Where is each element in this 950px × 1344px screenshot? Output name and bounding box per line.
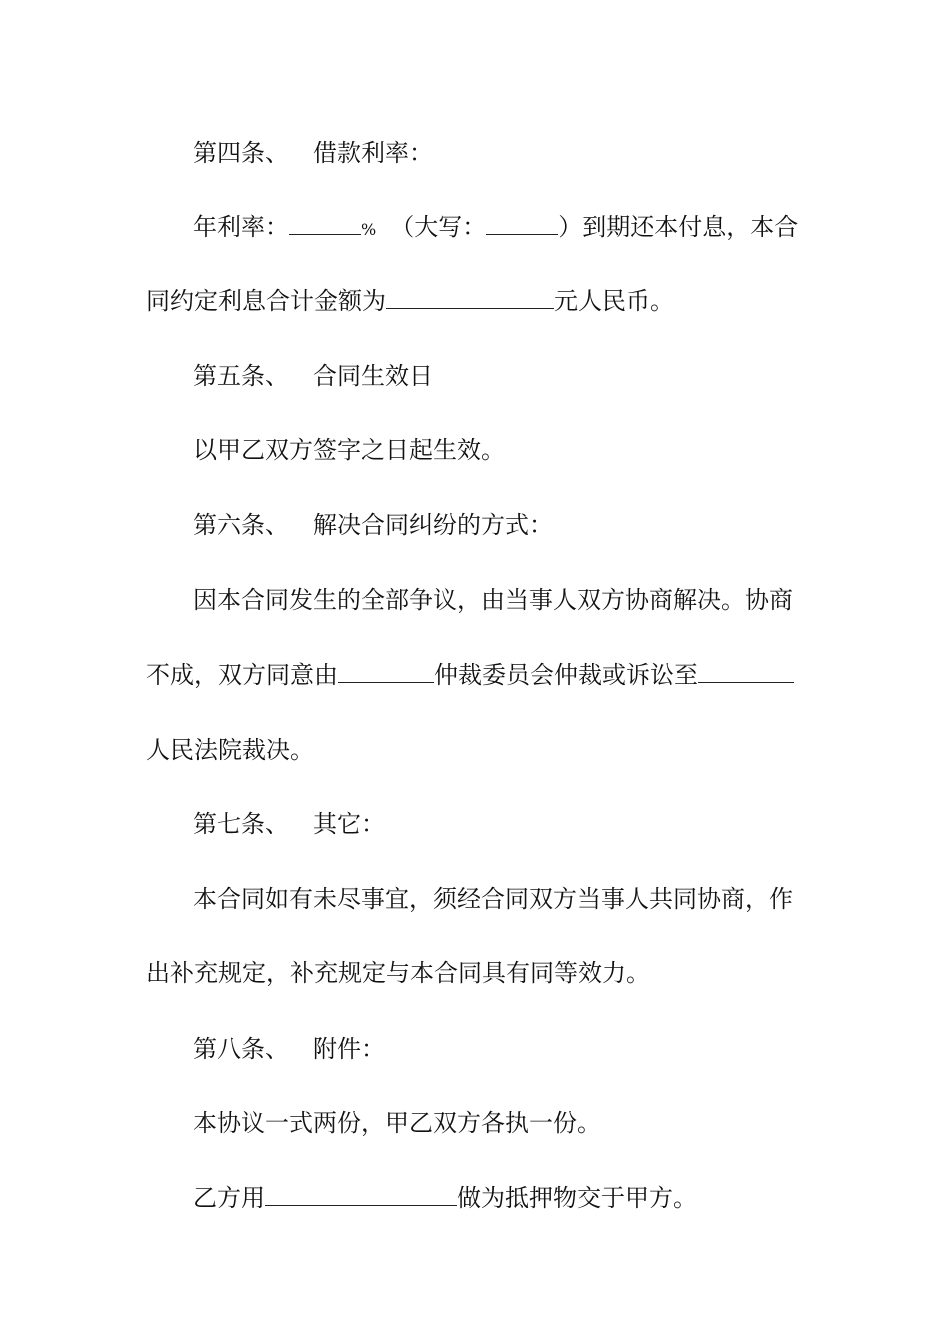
article-5-heading — [193, 361, 433, 391]
arbitration-middle: 仲裁委员会仲裁或诉讼至 — [434, 661, 698, 689]
annual-rate-blank[interactable] — [289, 212, 361, 235]
article-4-rate-line — [193, 212, 798, 245]
article-4-title: 借款利率： — [313, 139, 433, 167]
collateral-blank[interactable] — [265, 1183, 457, 1206]
interest-amount-blank[interactable] — [386, 286, 554, 309]
article-4-number: 第四条、 — [193, 139, 289, 167]
article-7-heading — [193, 809, 385, 839]
article-6-body-line-1: 因本合同发生的全部争议，由当事人双方协商解决。协商 — [193, 586, 793, 614]
article-5-number: 第五条、 — [193, 362, 289, 390]
article-7-body-line-1: 本合同如有未尽事宜，须经合同双方当事人共同协商，作 — [193, 885, 793, 913]
article-7-body-line-2: 出补充规定，补充规定与本合同具有同等效力。 — [146, 959, 650, 987]
article-6-title: 解决合同纠纷的方式： — [313, 511, 553, 539]
collateral-suffix: 做为抵押物交于甲方。 — [457, 1184, 697, 1212]
article-6-body-line-3: 人民法院裁决。 — [146, 736, 314, 764]
article-6-heading — [193, 510, 553, 540]
article-4-interest-line — [146, 286, 674, 316]
interest-suffix: 元人民币。 — [554, 287, 674, 315]
article-6-number: 第六条、 — [193, 511, 289, 539]
article-8-heading — [193, 1034, 385, 1064]
collateral-prefix: 乙方用 — [193, 1184, 265, 1212]
rate-capital-blank[interactable] — [486, 212, 558, 235]
court-blank[interactable] — [698, 660, 794, 683]
article-8-title: 附件： — [313, 1035, 385, 1063]
rate-capital-close: ）到期还本付息，本合 — [558, 213, 799, 241]
article-5-body: 以甲乙双方签字之日起生效。 — [193, 436, 505, 464]
rate-prefix: 年利率： — [193, 213, 289, 241]
article-5-title: 合同生效日 — [313, 362, 433, 390]
article-6-body-line-2 — [146, 660, 794, 690]
article-7-number: 第七条、 — [193, 810, 289, 838]
article-4-heading — [193, 138, 433, 168]
rate-capital-open: （大写： — [390, 213, 487, 241]
interest-prefix: 同约定利息合计金额为 — [146, 287, 386, 315]
arbitration-committee-blank[interactable] — [338, 660, 434, 683]
article-8-body-line-1: 本协议一式两份，甲乙双方各执一份。 — [193, 1109, 601, 1137]
article-8-number: 第八条、 — [193, 1035, 289, 1063]
article-7-title: 其它： — [313, 810, 385, 838]
rate-percent-sign: % — [361, 220, 377, 239]
article-8-collateral-line — [193, 1183, 697, 1213]
arbitration-prefix: 不成，双方同意由 — [146, 661, 338, 689]
